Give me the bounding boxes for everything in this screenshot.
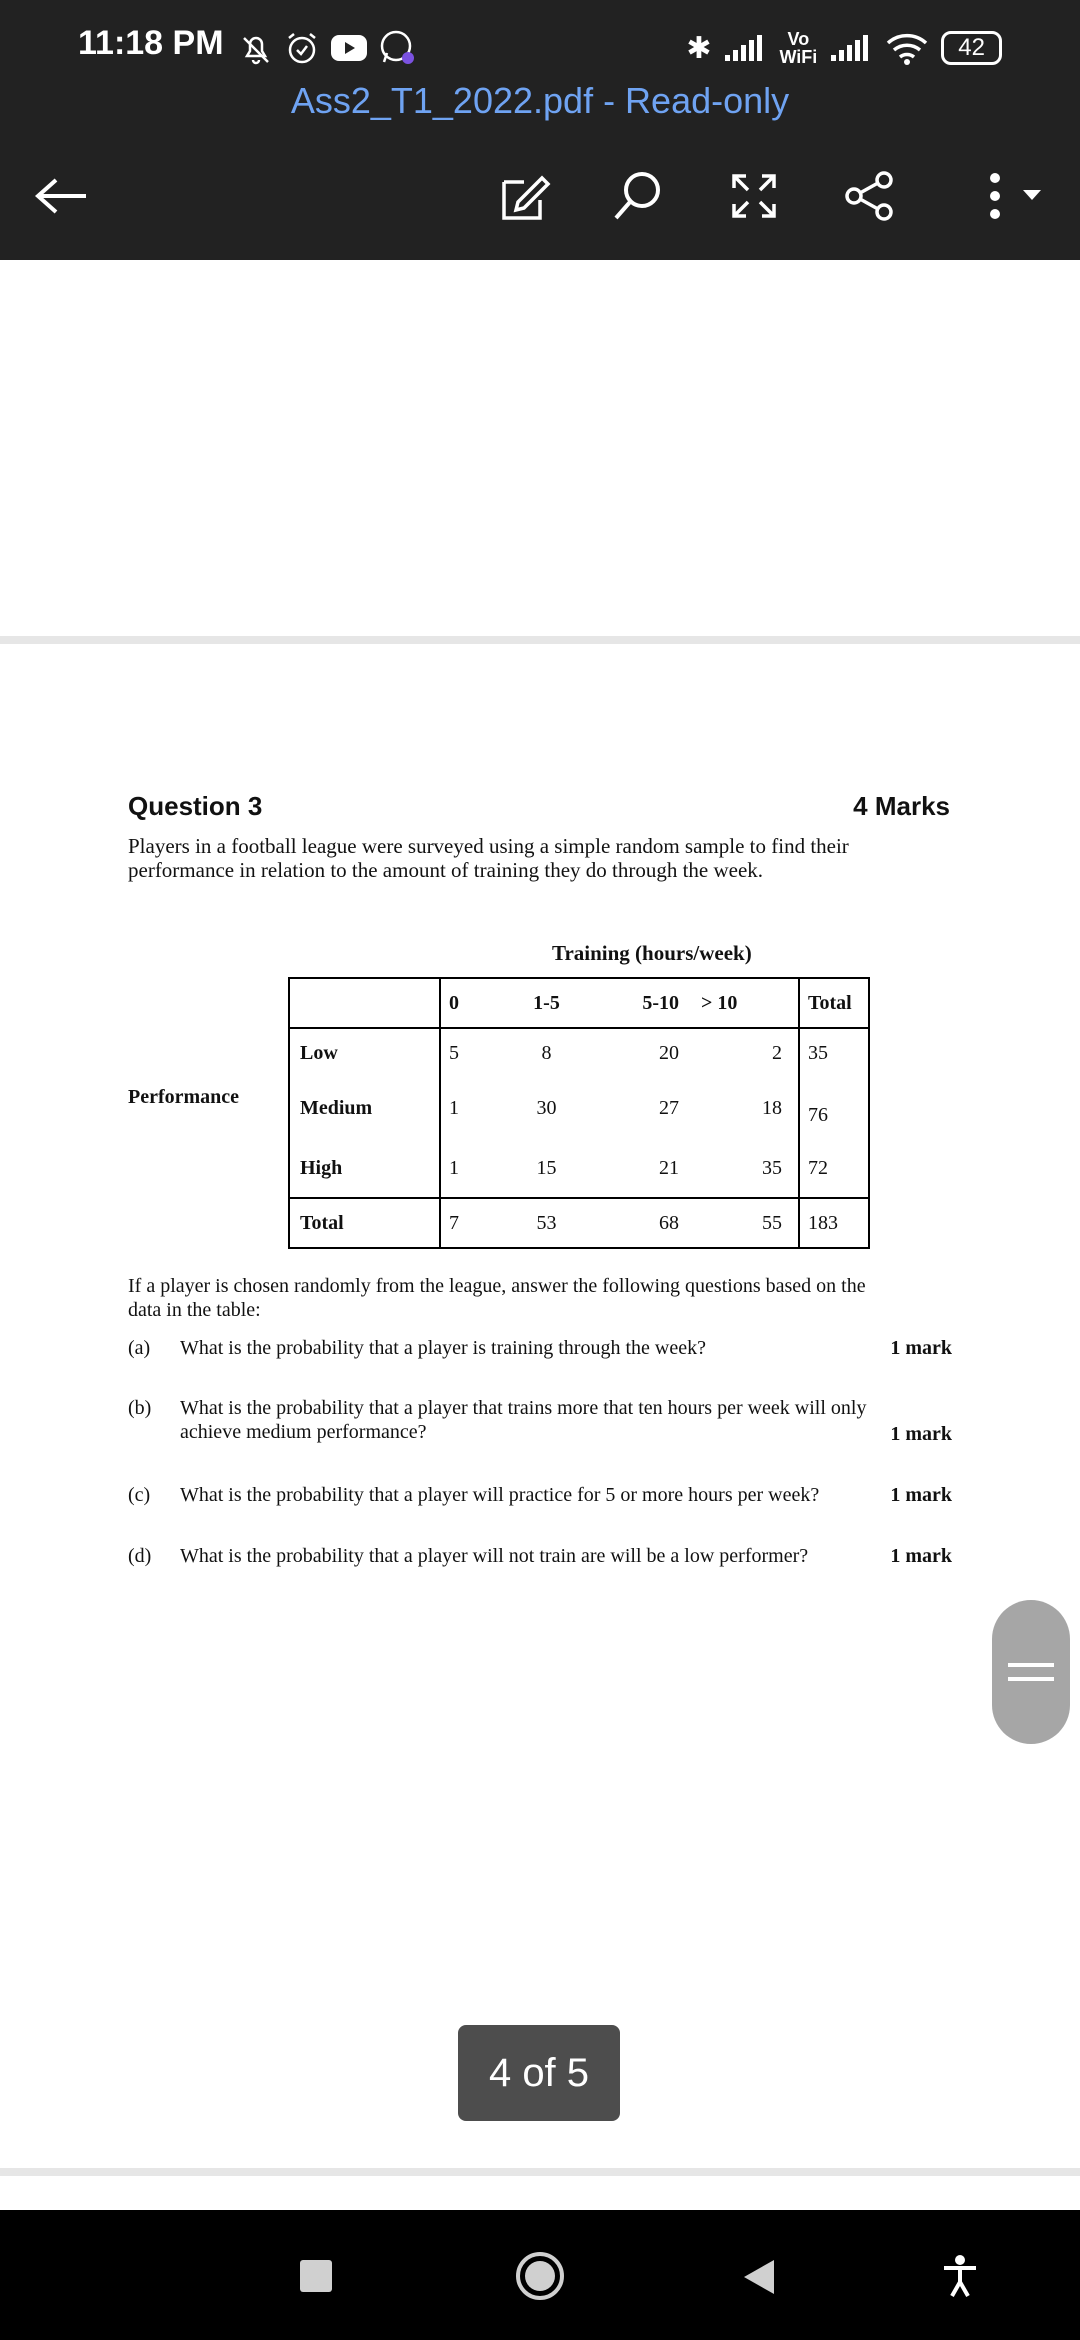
table-cell: 35 (799, 1028, 869, 1077)
more-options-button[interactable] (960, 160, 1050, 232)
recents-button[interactable] (300, 2260, 332, 2292)
question-intro: Players in a football league were surveyed using a simple random sample to find their performance in relation to the amount of training they do through the week. (128, 834, 849, 882)
question-marks: 4 Marks (853, 791, 950, 821)
battery-indicator: 42 (941, 31, 1002, 65)
share-icon (842, 168, 898, 224)
table-cell: 68 (594, 1198, 679, 1248)
question-mark: 1 mark (890, 1423, 952, 1445)
question-mark: 1 mark (890, 1484, 952, 1506)
status-system-icons (686, 26, 1002, 70)
table-cell: 35 (762, 1156, 782, 1179)
question-text: What is the probability that a player is training through the week? (180, 1337, 706, 1359)
mute-bell-icon (238, 30, 274, 66)
question-title: Question 3 (128, 791, 263, 821)
table-caption: Training (hours/week) (552, 941, 752, 965)
table-cell (289, 978, 440, 1028)
page-separator (0, 636, 1080, 644)
question-label: (b) (128, 1397, 152, 1419)
table-cell: 53 (499, 1198, 594, 1248)
question-a (128, 1336, 952, 1364)
question-b (128, 1396, 952, 1448)
table-cell: 8 (541, 1041, 552, 1064)
question-text: What is the probability that a player will not train are will be a low performer? (180, 1545, 809, 1567)
question-label: (a) (128, 1337, 151, 1359)
table-row-label: High (289, 1139, 440, 1198)
table-header-cell: > 10 (679, 978, 799, 1028)
table-cell: 30 (536, 1096, 557, 1119)
alarm-icon (284, 30, 320, 66)
question-text: What is the probability that a player will practice for 5 or more hours per week? (180, 1484, 820, 1506)
back-nav-button[interactable] (742, 2258, 776, 2296)
back-button[interactable] (26, 160, 98, 232)
page-separator (0, 2168, 1080, 2176)
question-mark: 1 mark (890, 1337, 952, 1359)
table-row (289, 1028, 869, 1077)
document-title: Ass2_T1_2022.pdf - Read-only (290, 80, 790, 121)
back-arrow-icon (34, 176, 90, 216)
table-row (289, 1139, 869, 1198)
page-indicator: 4 of 5 (458, 2025, 620, 2121)
bluetooth-icon: ✱ (686, 31, 712, 65)
fullscreen-icon (728, 170, 780, 222)
question-label: (d) (128, 1545, 152, 1567)
search-button[interactable] (602, 160, 674, 232)
table-header-cell: Total (799, 978, 869, 1028)
status-notification-icons (238, 26, 418, 70)
row-group-label: Performance (128, 1086, 240, 1108)
question-d (128, 1544, 952, 1572)
signal-icon (723, 33, 767, 63)
home-button[interactable] (514, 2250, 566, 2302)
scroll-handle[interactable] (992, 1600, 1070, 1744)
more-icon (965, 168, 1045, 224)
table-cell: 27 (659, 1096, 679, 1119)
table-cell: 183 (799, 1198, 869, 1248)
table-cell: 2 (772, 1041, 782, 1064)
system-navigation-bar (0, 2210, 1080, 2340)
instructions: If a player is chosen randomly from the league, answer the following questions based on the data in the table: (128, 1275, 866, 1321)
search-icon (610, 168, 666, 224)
table-header-row (289, 978, 869, 1028)
contingency-table (288, 977, 870, 1249)
table-total-row (289, 1198, 869, 1248)
question-label: (c) (128, 1484, 151, 1506)
youtube-icon (330, 33, 368, 63)
vowifi-icon: Vo WiFi (779, 29, 818, 67)
table-header-cell: 0 (440, 978, 499, 1028)
table-cell: 7 (440, 1198, 499, 1248)
table-row (289, 1077, 869, 1139)
table-cell: 21 (659, 1156, 679, 1179)
question-text: What is the probability that a player that trains more that ten hours per week will only achieve medium performance? (180, 1397, 867, 1443)
table-cell: 1 (449, 1096, 459, 1119)
table-cell: 1 (449, 1156, 459, 1179)
share-button[interactable] (834, 160, 906, 232)
app-top-bar (0, 0, 1080, 260)
edit-button[interactable] (490, 160, 562, 232)
drag-handle-icon (1006, 1657, 1056, 1687)
whatsapp-icon (378, 28, 418, 68)
table-cell: 72 (799, 1139, 869, 1198)
table-cell: 20 (659, 1041, 679, 1064)
table-cell: 18 (762, 1096, 782, 1119)
question-mark: 1 mark (890, 1545, 952, 1567)
table-row-label: Low (289, 1028, 440, 1077)
table-cell: 15 (536, 1156, 557, 1179)
table-cell: 55 (679, 1198, 799, 1248)
table-cell: 76 (799, 1077, 869, 1139)
table-row-label: Medium (289, 1077, 440, 1139)
wifi-icon (885, 31, 929, 65)
fullscreen-button[interactable] (718, 160, 790, 232)
accessibility-icon[interactable] (942, 2254, 978, 2298)
signal-icon-2 (829, 33, 873, 63)
table-header-cell: 1-5 (499, 978, 594, 1028)
table-header-cell: 5-10 (594, 978, 679, 1028)
table-row-label: Total (289, 1198, 440, 1248)
status-time: 11:18 PM (78, 24, 224, 62)
edit-icon (500, 170, 552, 222)
table-cell: 5 (449, 1041, 459, 1064)
question-c (128, 1483, 952, 1511)
